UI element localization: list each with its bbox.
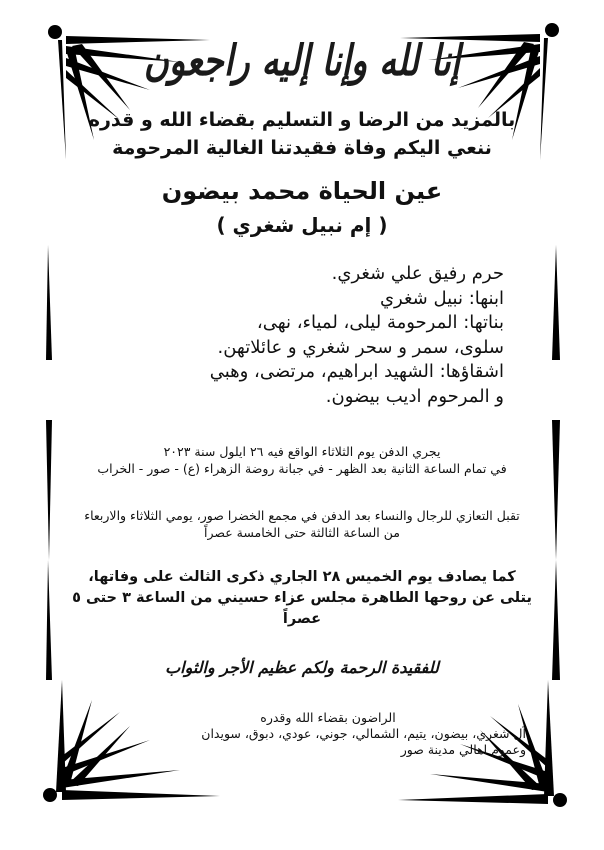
right-border-bar [552, 560, 560, 680]
corner-dot-icon [553, 793, 567, 807]
closing-phrase: للفقيدة الرحمة ولكم عظيم الأجر والثواب [165, 658, 439, 677]
left-border-bar [46, 420, 52, 560]
condolences-line: من الساعة الثالثة حتى الخامسة عصراً [204, 525, 400, 540]
family-line: ابنها: نبيل شغري [379, 287, 504, 309]
right-border-bar [552, 245, 560, 360]
intro-line: ننعي اليكم وفاة فقيدتنا الغالية المرحومة [112, 137, 492, 159]
intro-block [70, 106, 534, 162]
corner-dot-icon [545, 23, 559, 37]
anniversary-line: يتلى عن روحها الطاهرة مجلس عزاء حسيني من الساعة ٣ حتى ٥ عصراً [72, 590, 532, 627]
burial-notice [70, 443, 534, 477]
corner-dot-icon [48, 25, 62, 39]
left-border-bar [46, 245, 52, 360]
family-line: اشقاؤها: الشهيد ابراهيم، مرتضى، وهبي [209, 361, 504, 382]
deceased-name: عين الحياة محمد بيضون [161, 177, 443, 205]
quran-verse-heading: إنا لله وإنا إليه راجعون [143, 36, 461, 86]
family-line: حرم رفيق علي شغري. [331, 263, 504, 284]
right-border-bar [552, 420, 560, 560]
mourners-line: آل شغري، بيضون، يتيم، الشمالي، جوني، عودي، دبوق، سويدان [201, 726, 526, 741]
family-line: سلوى، سمر و سحر شغري و عائلاتهن. [217, 336, 504, 358]
family-line: بناتها: المرحومة ليلى، لمياء، نهى، [256, 312, 504, 333]
intro-line: بالمزيد من الرضا و التسليم بقضاء الله و قدره [88, 109, 516, 131]
mourners-block [70, 710, 534, 758]
mourners-heading: الراضون بقضاء الله وقدره [260, 710, 396, 725]
notice-content [70, 18, 534, 818]
anniversary-line: كما يصادف يوم الخميس ٢٨ الجاري ذكرى الثالث على وفاتها، [88, 569, 516, 585]
anniversary-notice [70, 567, 534, 630]
family-list [70, 262, 534, 409]
burial-line: في تمام الساعة الثانية بعد الظهر - في جبانة روضة الزهراء (ع) - صور - الخراب [97, 461, 507, 476]
corner-dot-icon [43, 788, 57, 802]
deceased-alias: ( إم نبيل شغري ) [216, 213, 388, 237]
left-border-bar [46, 560, 52, 680]
condolences-notice [70, 507, 534, 541]
condolences-line: تقبل التعازي للرجال والنساء بعد الدفن في مجمع الخضرا صور، يومي الثلاثاء والاربعاء [84, 508, 520, 523]
burial-line: يجري الدفن يوم الثلاثاء الواقع فيه ٢٦ ايلول سنة ٢٠٢٣ [163, 444, 441, 459]
mourners-line: وعموم اهالي مدينة صور [400, 742, 526, 757]
family-line: و المرحوم اديب بيضون. [325, 385, 504, 407]
